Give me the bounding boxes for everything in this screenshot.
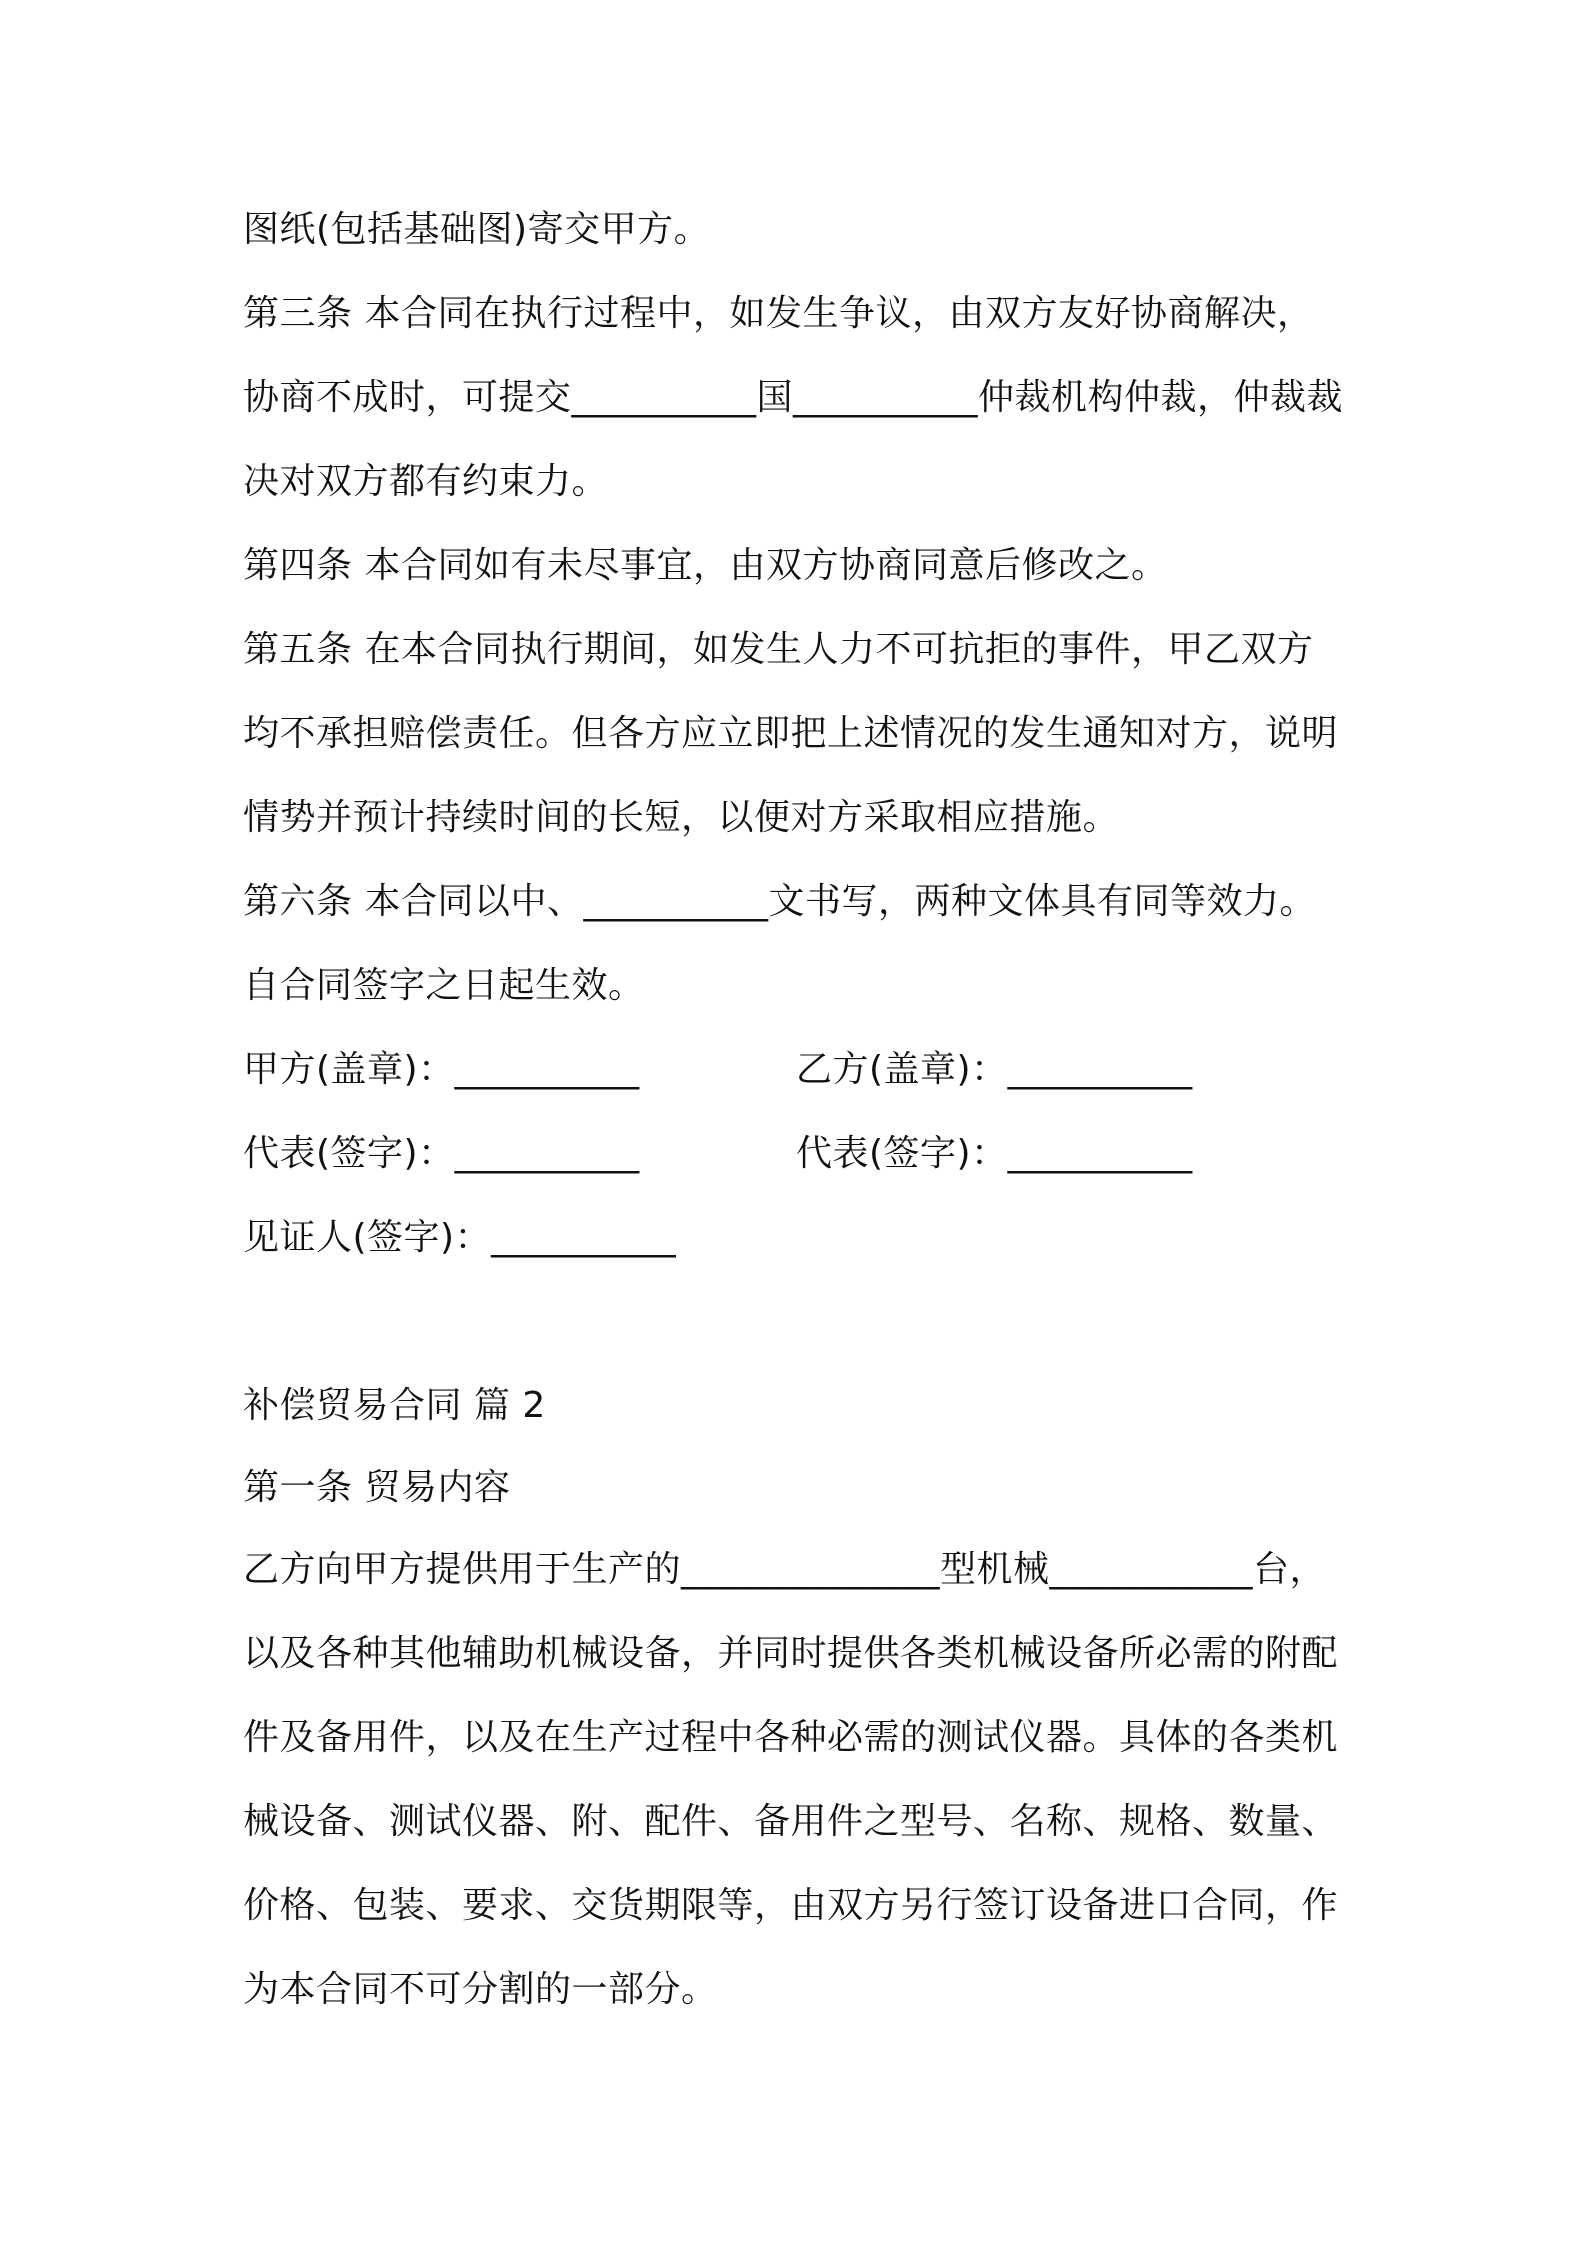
section-2-line-2: 以及各种其他辅助机械设备，并同时提供各类机械设备所必需的附配 [243, 1633, 1339, 1674]
section-2-line-5: 价格、包装、要求、交货期限等，由双方另行签订设备进口合同，作 [243, 1885, 1339, 1926]
section-2-heading: 补偿贸易合同 篇 2 [243, 1385, 546, 1426]
article-5-line-2: 均不承担赔偿责任。但各方应立即把上述情况的发生通知对方，说明 [243, 713, 1339, 754]
text-line: 图纸(包括基础图)寄交甲方。 [243, 209, 711, 250]
article-4-line: 第四条 本合同如有未尽事宜，由双方协商同意后修改之。 [243, 545, 1168, 586]
article-3-line-3: 决对双方都有约束力。 [243, 461, 609, 502]
article-5-line-1: 第五条 在本合同执行期间，如发生人力不可抗拒的事件，甲乙双方 [243, 629, 1314, 670]
article-3-line-1: 第三条 本合同在执行过程中，如发生争议，由双方友好协商解决， [243, 293, 1314, 334]
party-a-seal-field: 甲方(盖章)：__________ [243, 1049, 640, 1090]
section-2-article-1-title: 第一条 贸易内容 [243, 1467, 511, 1508]
witness-sign-field: 见证人(签字)：__________ [243, 1217, 677, 1258]
article-5-line-3: 情势并预计持续时间的长短，以便对方采取相应措施。 [243, 797, 1120, 838]
article-6-line-2: 自合同签字之日起生效。 [243, 965, 645, 1006]
article-3-line-2: 协商不成时，可提交__________国__________仲裁机构仲裁，仲裁裁 [243, 377, 1344, 418]
section-2-line-6: 为本合同不可分割的一部分。 [243, 1969, 718, 2010]
section-2-line-3: 件及备用件，以及在生产过程中各种必需的测试仪器。具体的各类机 [243, 1717, 1339, 1758]
section-2-line-4: 械设备、测试仪器、附、配件、备用件之型号、名称、规格、数量、 [243, 1801, 1339, 1842]
section-2-line-1: 乙方向甲方提供用于生产的______________型机械___________台， [243, 1549, 1327, 1590]
party-b-seal-field: 乙方(盖章)：__________ [796, 1049, 1193, 1090]
article-6-line-1: 第六条 本合同以中、__________文书写，两种文体具有同等效力。 [243, 881, 1316, 922]
rep-b-sign-field: 代表(签字)：__________ [796, 1133, 1193, 1174]
rep-a-sign-field: 代表(签字)：__________ [243, 1133, 640, 1174]
